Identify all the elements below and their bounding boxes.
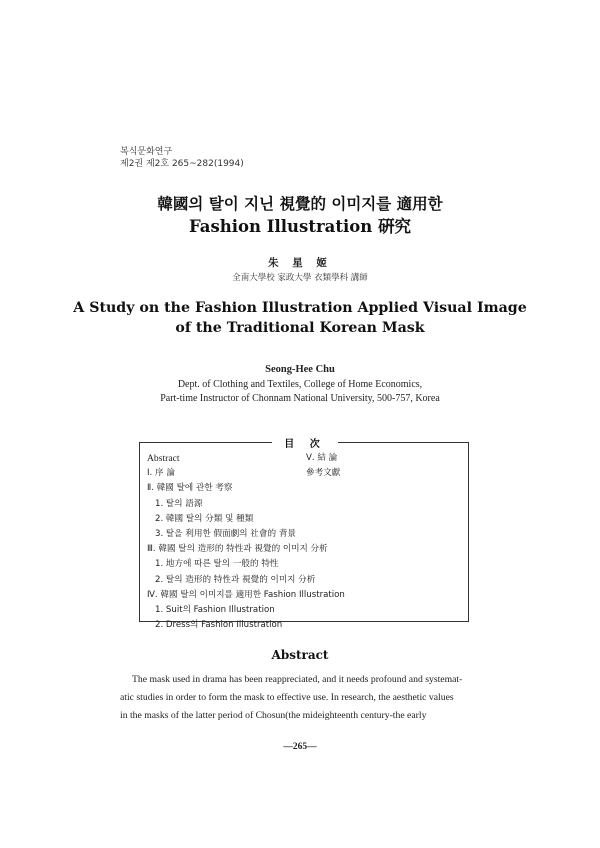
korean-title-line-1: 韓國의 탈이 지닌 視覺的 이미지를 適用한 <box>157 195 443 213</box>
toc-entry: Ⅱ. 韓國 탈에 관한 考察 <box>147 483 233 494</box>
affiliation-line-1: Dept. of Clothing and Textiles, College of Home Economics, <box>177 379 423 390</box>
page-number: —265— <box>283 742 317 752</box>
korean-author-affiliation: 全南大學校 家政大學 衣類學科 講師 <box>232 273 368 283</box>
abstract-line: in the masks of the latter period of Chosun(the mideighteenth century-the early <box>120 710 427 721</box>
toc-entry: Ⅰ. 序 論 <box>147 468 175 479</box>
abstract-line: The mask used in drama has been reappreciated, and it needs profound and systemat- <box>132 674 463 685</box>
toc-entry: Ⅴ. 結 論 <box>306 453 338 463</box>
toc-entry: 2. 韓國 탈의 分類 및 種類 <box>155 513 254 524</box>
toc-entry: 1. 地方에 따른 탈의 一般的 特性 <box>155 559 279 570</box>
toc-entry: 2. 탈의 造形的 特性과 視覺的 이미지 分析 <box>155 574 316 585</box>
toc-right-column <box>306 451 340 481</box>
korean-author-name: 朱 星 姬 <box>268 257 332 269</box>
toc-entry: 3. 탈을 利用한 假面劇의 社會的 背景 <box>155 529 297 540</box>
toc-entry: Ⅳ. 韓國 탈의 이미지를 適用한 Fashion Illustration <box>147 589 345 600</box>
toc-title: 目 次 <box>272 435 338 450</box>
toc-entry: 參考文獻 <box>306 468 341 479</box>
table-of-contents <box>139 439 469 631</box>
journal-name: 복식문화연구 <box>120 147 173 157</box>
english-author-affiliation <box>0 378 600 406</box>
journal-info <box>120 146 244 170</box>
toc-entry: Ⅲ. 韓國 탈의 造形的 特性과 視覺的 이미지 分析 <box>147 544 328 555</box>
abstract-body <box>120 671 484 725</box>
english-title-line-2: of the Traditional Korean Mask <box>175 320 425 336</box>
journal-issue: 제2권 제2호 265~282(1994) <box>120 159 244 169</box>
toc-entry: 2. Dress의 Fashion Illustration <box>155 620 283 631</box>
abstract-heading: Abstract <box>271 648 329 662</box>
toc-entry: Abstract <box>147 453 180 464</box>
abstract-line: atic studies in order to form the mask to effective use. In research, the aesthetic values <box>120 692 454 703</box>
english-author-name: Seong-Hee Chu <box>265 364 335 375</box>
korean-title-line-2: Fashion Illustration 硏究 <box>189 217 411 236</box>
toc-entry: 1. 탈의 語源 <box>155 498 203 509</box>
toc-entry: 1. Suit의 Fashion Illustration <box>155 605 275 616</box>
affiliation-line-2: Part-time Instructor of Chonnam National University, 500-757, Korea <box>160 393 440 404</box>
english-title-line-1: A Study on the Fashion Illustration Applied Visual Image <box>73 300 527 316</box>
